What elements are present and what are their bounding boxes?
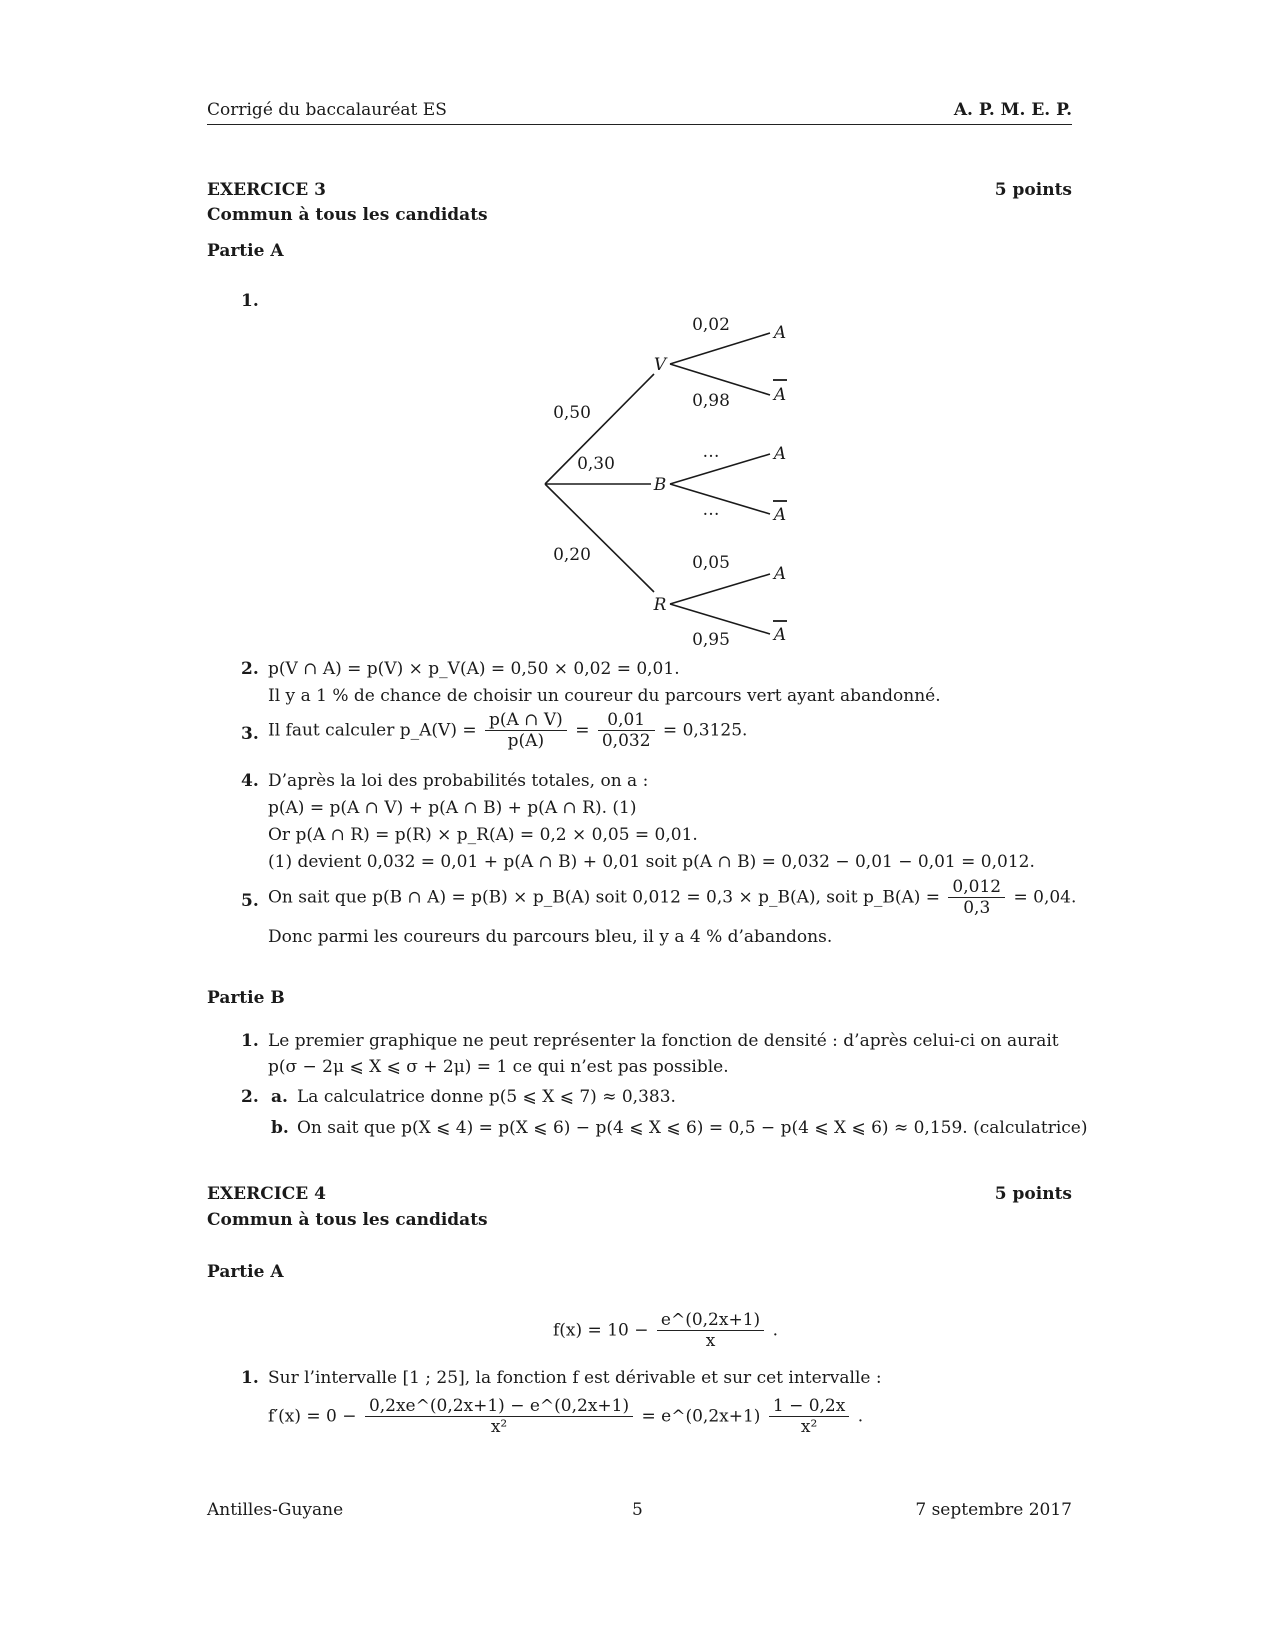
prob-V-Abar: 0,98 (692, 391, 730, 411)
ex4-title: EXERCICE 4 (207, 1184, 326, 1204)
branch-V-A (670, 333, 770, 364)
leaf-V-A: A (773, 323, 787, 343)
ex3-q3-pre: Il faut calculer p_A(V) = (268, 720, 477, 741)
ex3-b1-line1: Le premier graphique ne peut représenter la fonction de densité : d’après celui-ci on aurait (268, 1031, 1059, 1051)
prob-B-A: … (702, 442, 720, 462)
ex3-q1-number: 1. (241, 291, 259, 311)
prob-R-Abar: 0,95 (692, 630, 730, 650)
ex3-q3-formula (268, 710, 747, 751)
ex3-q3-post: = 0,3125. (662, 720, 748, 741)
ex4-partA: Partie A (207, 1262, 284, 1282)
leaf-B-A: A (773, 444, 787, 464)
ex3-q4-line1: D’après la loi des probabilités totales, on a : (268, 771, 649, 791)
ex4-function-definition (553, 1310, 778, 1351)
ex4-subtitle: Commun à tous les candidats (207, 1210, 488, 1230)
ex3-q3-number: 3. (241, 724, 259, 744)
ex4-d-fraction2 (769, 1396, 850, 1437)
ex3-q2-line2: Il y a 1 % de chance de choisir un coureur du parcours vert ayant abandonné. (268, 686, 941, 706)
ex4-f-num: e^(0,2x+1) (657, 1310, 764, 1331)
probability-tree (0, 300, 1275, 660)
node-B: B (653, 475, 667, 495)
ex3-partB: Partie B (207, 988, 285, 1008)
ex3-title: EXERCICE 3 (207, 180, 326, 200)
ex4-d-post: . (857, 1406, 864, 1427)
ex3-q5-formula (268, 877, 1076, 918)
ex3-b1-line2: p(σ − 2μ ⩽ X ⩽ σ + 2μ) = 1 ce qui n’est pas possible. (268, 1057, 729, 1077)
branch-root-R (545, 484, 654, 592)
ex3-q3-f1-num: p(A ∩ V) (485, 710, 567, 731)
leaf-R-Abar: A (773, 625, 787, 645)
header-left: Corrigé du baccalauréat ES (207, 100, 447, 120)
ex4-d-fraction1 (365, 1396, 633, 1437)
ex3-b2a-text: La calculatrice donne p(5 ⩽ X ⩽ 7) ≈ 0,383. (297, 1087, 676, 1107)
ex3-b1-number: 1. (241, 1031, 259, 1051)
ex3-q4-number: 4. (241, 771, 259, 791)
ex4-derivative (268, 1396, 863, 1437)
ex4-d-mid: = e^(0,2x+1) (641, 1406, 761, 1427)
ex3-b2-number: 2. (241, 1087, 259, 1107)
ex4-f-fraction (657, 1310, 764, 1351)
branch-B-A (670, 454, 770, 484)
ex3-q5-f-den: 0,3 (963, 898, 991, 918)
ex4-f-pre: f(x) = 10 − (553, 1320, 649, 1341)
ex3-q5-pre: On sait que p(B ∩ A) = p(B) × p_B(A) soit 0,012 = 0,3 × p_B(A), soit p_B(A) = (268, 887, 941, 908)
ex3-q5-post: = 0,04. (1013, 887, 1077, 908)
prob-R-A: 0,05 (692, 553, 730, 573)
ex3-q5-line2: Donc parmi les coureurs du parcours bleu, il y a 4 % d’abandons. (268, 927, 833, 947)
ex3-q4-line3: Or p(A ∩ R) = p(R) × p_R(A) = 0,2 × 0,05 = 0,01. (268, 825, 698, 845)
ex4-d-den: x² (490, 1417, 508, 1437)
ex3-q2-number: 2. (241, 659, 259, 679)
equals-sign: = (575, 720, 590, 741)
prob-V-A: 0,02 (692, 315, 730, 335)
ex4-d2-num: 1 − 0,2x (769, 1396, 850, 1417)
footer-right: 7 septembre 2017 (915, 1500, 1072, 1520)
ex3-q4-line4: (1) devient 0,032 = 0,01 + p(A ∩ B) + 0,01 soit p(A ∩ B) = 0,032 − 0,01 − 0,01 = 0,012. (268, 852, 1035, 872)
ex3-q3-f2-num: 0,01 (598, 710, 655, 731)
ex4-d2-den: x² (800, 1417, 818, 1437)
ex3-q4-line2: p(A) = p(A ∩ V) + p(A ∩ B) + p(A ∩ R). (1) (268, 798, 637, 818)
ex4-q1-line1: Sur l’intervalle [1 ; 25], la fonction f est dérivable et sur cet intervalle : (268, 1368, 882, 1388)
prob-B: 0,30 (577, 454, 615, 474)
ex4-q1-number: 1. (241, 1368, 259, 1388)
ex4-points: 5 points (994, 1184, 1072, 1204)
node-R: R (653, 595, 667, 615)
node-V: V (653, 355, 667, 375)
branch-B-Abar (670, 484, 770, 514)
ex3-q3-f2-den: 0,032 (601, 731, 651, 751)
header-rule (207, 124, 1072, 125)
ex3-b2b-letter: b. (271, 1118, 289, 1138)
ex3-b2a-letter: a. (271, 1087, 288, 1107)
ex3-q5-number: 5. (241, 891, 259, 911)
ex3-b2b-text: On sait que p(X ⩽ 4) = p(X ⩽ 6) − p(4 ⩽ X ⩽ 6) = 0,5 − p(4 ⩽ X ⩽ 6) ≈ 0,159. (calculatrice) (297, 1118, 1088, 1138)
ex3-points: 5 points (994, 180, 1072, 200)
leaf-B-Abar: A (773, 505, 787, 525)
ex4-d-num: 0,2xe^(0,2x+1) − e^(0,2x+1) (365, 1396, 633, 1417)
ex3-q3-f1-den: p(A) (507, 731, 545, 751)
ex3-q5-fraction (948, 877, 1005, 918)
ex3-q3-fraction1 (485, 710, 567, 751)
ex3-subtitle: Commun à tous les candidats (207, 205, 488, 225)
footer-page-number: 5 (632, 1500, 643, 1520)
header-right: A. P. M. E. P. (953, 100, 1072, 120)
branch-R-A (670, 574, 770, 604)
ex3-partA: Partie A (207, 241, 284, 261)
ex4-f-post: . (772, 1320, 778, 1341)
leaf-R-A: A (773, 564, 787, 584)
ex3-q5-f-num: 0,012 (948, 877, 1005, 898)
footer-left: Antilles-Guyane (207, 1500, 344, 1520)
ex3-q3-fraction2 (598, 710, 655, 751)
prob-V: 0,50 (553, 403, 591, 423)
leaf-V-Abar: A (773, 385, 787, 405)
ex4-d-pre: f′(x) = 0 − (268, 1406, 357, 1427)
ex3-q2-line1: p(V ∩ A) = p(V) × p_V(A) = 0,50 × 0,02 = 0,01. (268, 659, 680, 679)
ex4-f-den: x (705, 1331, 716, 1351)
prob-B-Abar: … (702, 500, 720, 520)
prob-R: 0,20 (553, 545, 591, 565)
